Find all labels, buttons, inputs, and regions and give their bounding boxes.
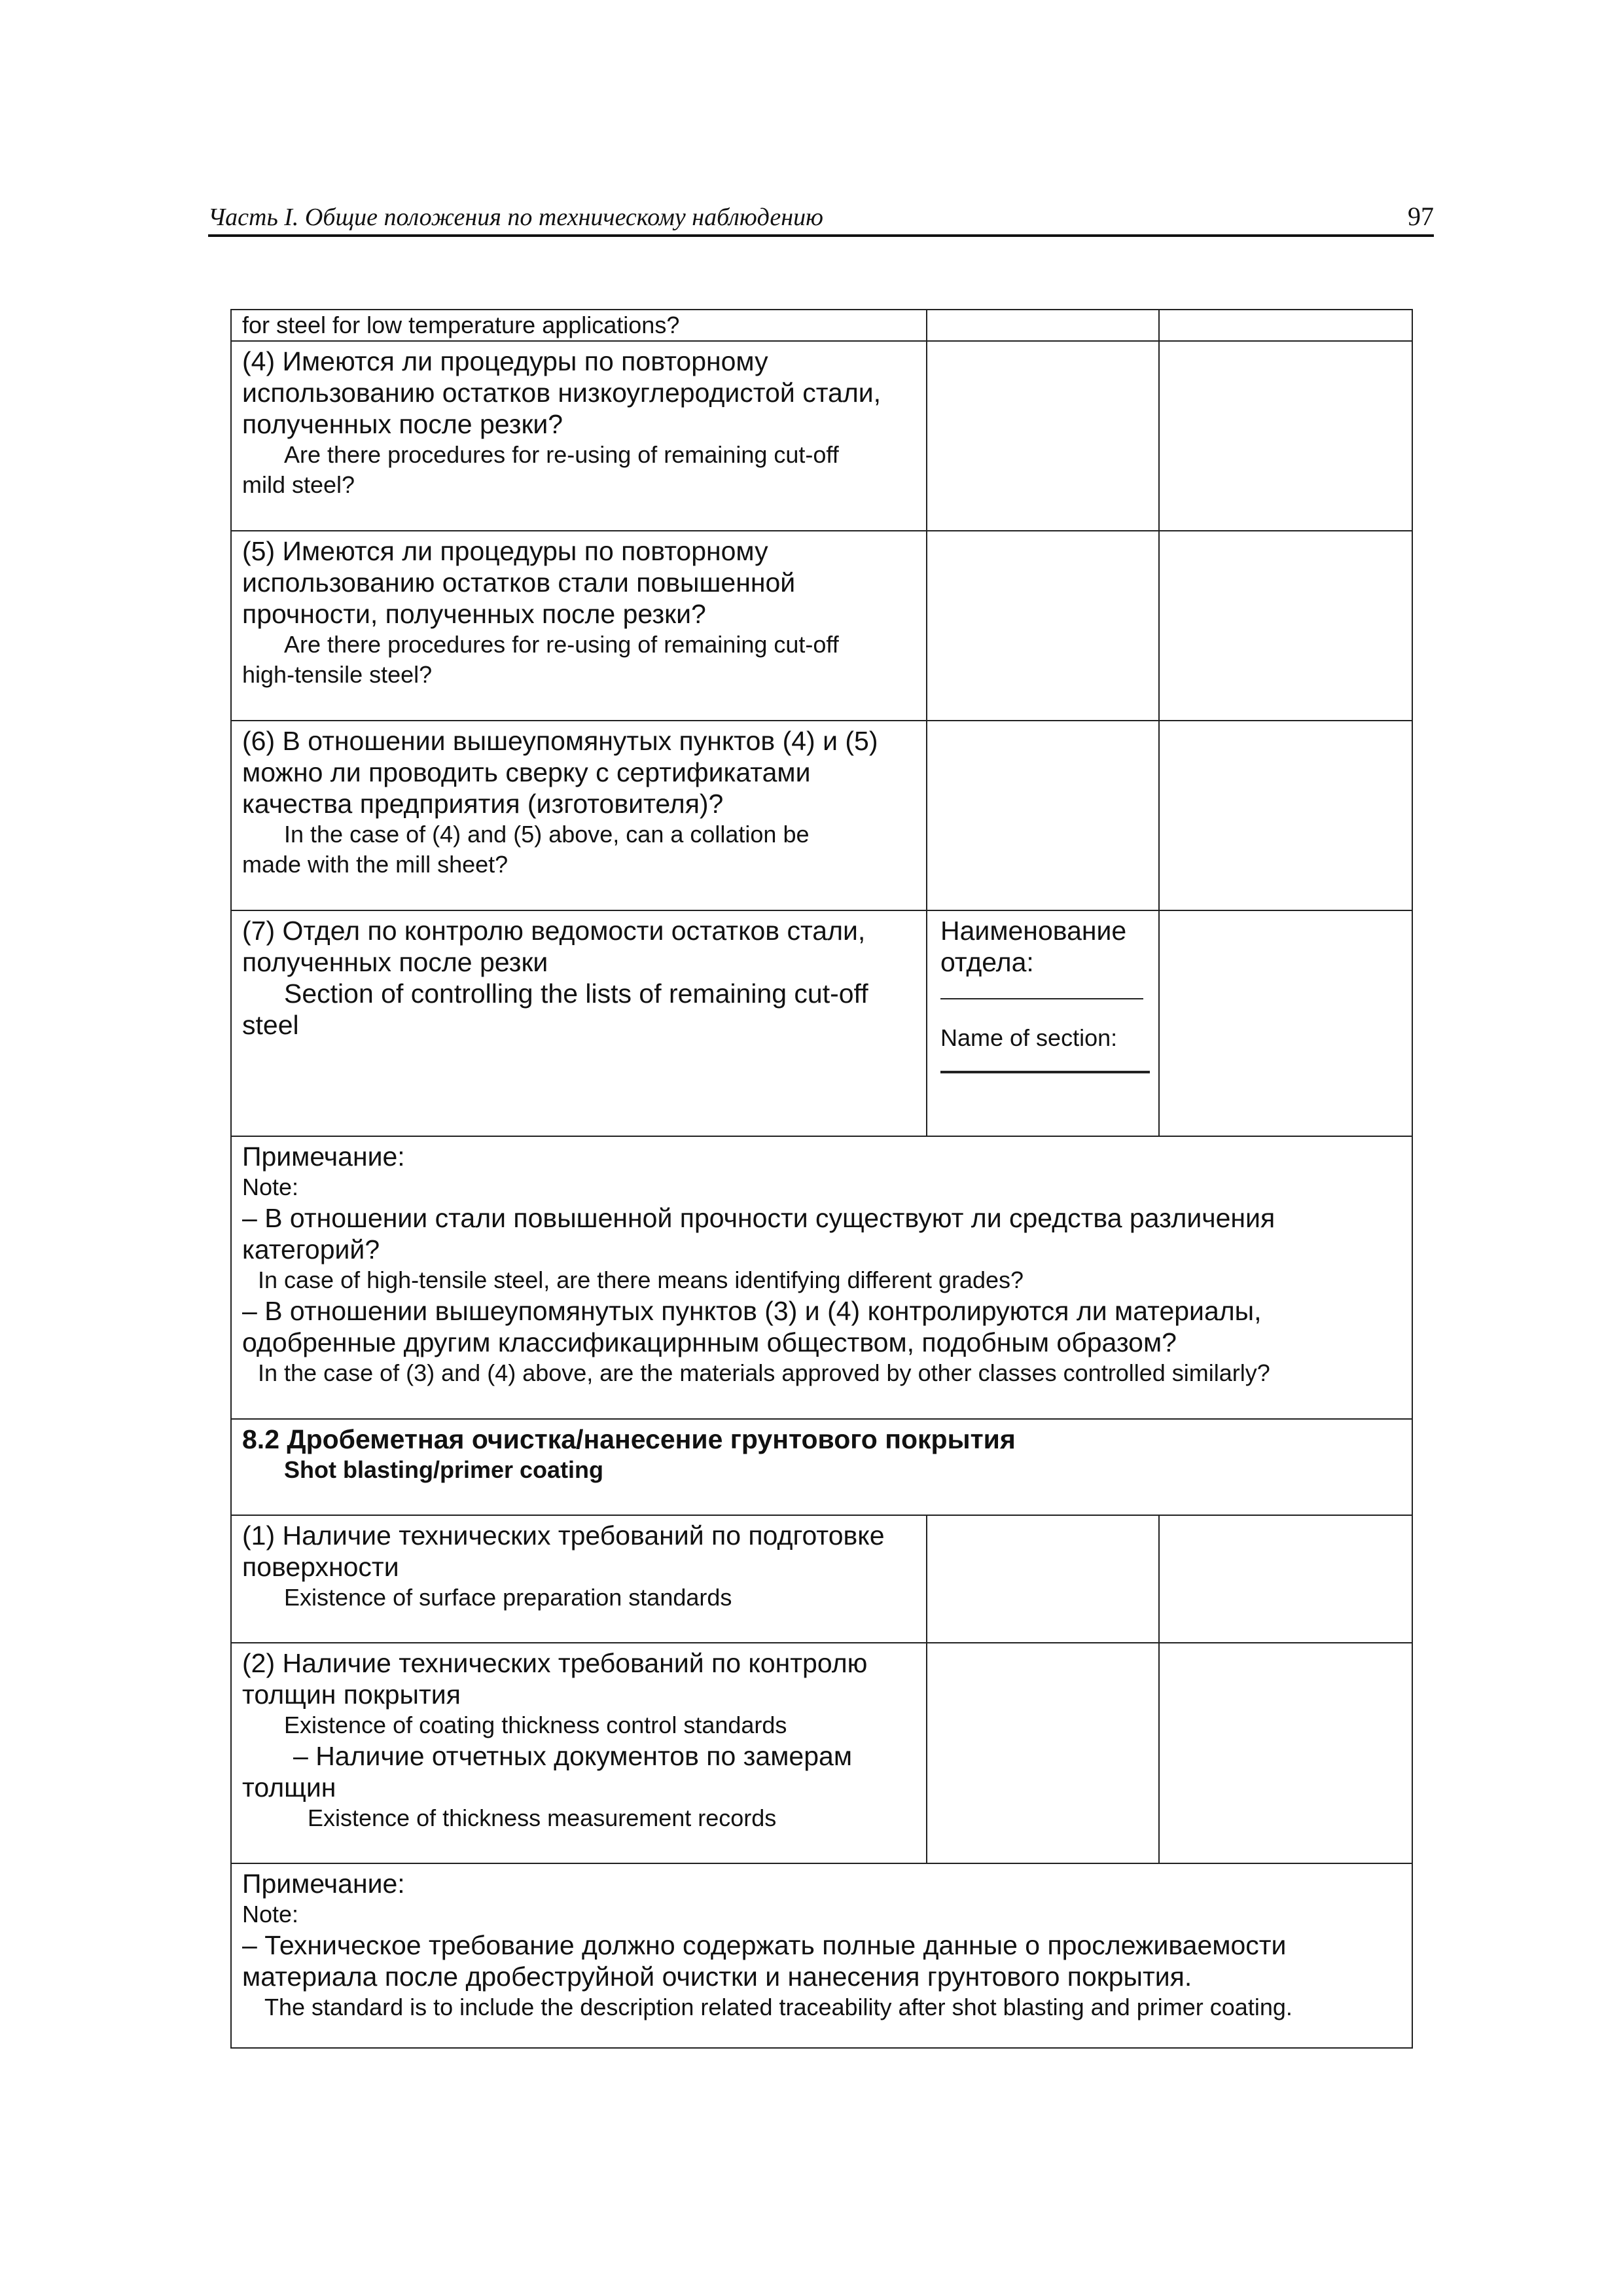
table-row bbox=[231, 341, 1412, 531]
question-en: for steel for low temperature applications? bbox=[242, 312, 680, 338]
page-number: 97 bbox=[1408, 202, 1434, 231]
table-row bbox=[231, 1515, 1412, 1643]
answer-cell[interactable] bbox=[927, 341, 1159, 531]
inspection-checklist-table bbox=[230, 309, 1413, 2049]
page-header bbox=[208, 196, 1434, 237]
table-row bbox=[231, 1643, 1412, 1863]
answer-cell[interactable] bbox=[927, 1643, 1159, 1863]
note-item-ru: – В отношении вышеупомянутых пунктов (3) и (4) контролируются ли материалы, одобренные другим классификацирнным обществом, подобным образом? bbox=[242, 1296, 1262, 1357]
section-name-label-ru: Наименование отдела: bbox=[940, 916, 1127, 977]
note-item-en: In case of high-tensile steel, are there means identifying different grades? bbox=[258, 1266, 1024, 1293]
answer-cell[interactable] bbox=[927, 1515, 1159, 1643]
question-ru: (7) Отдел по контролю ведомости остатков стали, полученных после резки bbox=[242, 916, 866, 977]
table-row bbox=[231, 310, 1412, 341]
question-ru: (2) Наличие технических требований по контролю толщин покрытия bbox=[242, 1648, 868, 1710]
question-cell bbox=[231, 341, 927, 531]
note-item-ru: – Техническое требование должно содержать полные данные о прослеживаемости материала после дробеструйной очистки и нанесения грунтового покрытия. bbox=[242, 1930, 1287, 1992]
section-title-en: Shot blasting/primer coating bbox=[284, 1456, 604, 1483]
remarks-cell[interactable] bbox=[1159, 1515, 1412, 1643]
answer-cell[interactable] bbox=[927, 531, 1159, 721]
note-item-en: The standard is to include the description related traceability after shot blasting and primer coating. bbox=[264, 1994, 1293, 2020]
question-cell bbox=[231, 1643, 927, 1863]
question-cell bbox=[231, 531, 927, 721]
remarks-cell[interactable] bbox=[1159, 341, 1412, 531]
table-row bbox=[231, 531, 1412, 721]
running-title: Часть I. Общие положения по техническому наблюдению bbox=[208, 204, 823, 231]
note-row bbox=[231, 1136, 1412, 1419]
note-item-ru: – В отношении стали повышенной прочности существуют ли средства различения категорий? bbox=[242, 1203, 1275, 1265]
sub-question-ru: – Наличие отчетных документов по замерам bbox=[293, 1741, 853, 1771]
remarks-cell[interactable] bbox=[1159, 310, 1412, 341]
section-heading-cell bbox=[231, 1419, 1412, 1515]
question-en: Existence of coating thickness control standards bbox=[284, 1712, 787, 1738]
note-cell bbox=[231, 1863, 1412, 2048]
question-ru: (4) Имеются ли процедуры по повторному использованию остатков низкоуглеродистой стали, полученных после резки? bbox=[242, 346, 882, 439]
question-ru: (6) В отношении вышеупомянутых пунктов (4) и (5) можно ли проводить сверку с сертификатами качества предприятия (изготовителя)? bbox=[242, 726, 878, 819]
question-ru: (5) Имеются ли процедуры по повторному использованию остатков стали повышенной прочности, полученных после резки? bbox=[242, 536, 796, 629]
question-en-cont: steel bbox=[242, 1010, 299, 1040]
section-title-ru: 8.2 Дробеметная очистка/нанесение грунтового покрытия bbox=[242, 1424, 1016, 1454]
section-name-label-en: Name of section: bbox=[940, 1024, 1118, 1051]
sub-question-ru-cont: толщин bbox=[242, 1772, 336, 1803]
question-en: Existence of surface preparation standards bbox=[284, 1584, 732, 1611]
question-en: Section of controlling the lists of remaining cut-off bbox=[284, 978, 868, 1009]
question-cell bbox=[231, 910, 927, 1136]
question-ru: (1) Наличие технических требований по подготовке поверхности bbox=[242, 1520, 885, 1582]
sub-question-en: Existence of thickness measurement records bbox=[308, 1804, 777, 1831]
question-en-cont: made with the mill sheet? bbox=[242, 851, 508, 878]
question-en-cont: high-tensile steel? bbox=[242, 661, 433, 688]
remarks-cell[interactable] bbox=[1159, 1643, 1412, 1863]
question-en: Are there procedures for re-using of remaining cut-off bbox=[284, 631, 839, 658]
question-cell bbox=[231, 310, 927, 341]
answer-cell[interactable] bbox=[927, 310, 1159, 341]
note-label-ru: Примечание: bbox=[242, 1141, 405, 1172]
section-heading-row bbox=[231, 1419, 1412, 1515]
note-cell bbox=[231, 1136, 1412, 1419]
question-cell bbox=[231, 721, 927, 910]
table-row bbox=[231, 721, 1412, 910]
section-name-blank-ru[interactable] bbox=[940, 997, 1143, 999]
answer-cell[interactable] bbox=[927, 721, 1159, 910]
remarks-cell[interactable] bbox=[1159, 910, 1412, 1136]
note-label-en: Note: bbox=[242, 1174, 299, 1200]
question-en-cont: mild steel? bbox=[242, 471, 355, 498]
note-item-en: In the case of (3) and (4) above, are the materials approved by other classes controlled similarly? bbox=[258, 1359, 1270, 1386]
note-label-en: Note: bbox=[242, 1901, 299, 1928]
question-cell bbox=[231, 1515, 927, 1643]
question-en: Are there procedures for re-using of remaining cut-off bbox=[284, 441, 839, 468]
section-name-cell bbox=[927, 910, 1159, 1136]
note-row bbox=[231, 1863, 1412, 2048]
section-name-blank-en[interactable] bbox=[940, 1070, 1150, 1073]
note-label-ru: Примечание: bbox=[242, 1869, 405, 1899]
table-row bbox=[231, 910, 1412, 1136]
remarks-cell[interactable] bbox=[1159, 531, 1412, 721]
remarks-cell[interactable] bbox=[1159, 721, 1412, 910]
question-en: In the case of (4) and (5) above, can a collation be bbox=[284, 821, 810, 848]
